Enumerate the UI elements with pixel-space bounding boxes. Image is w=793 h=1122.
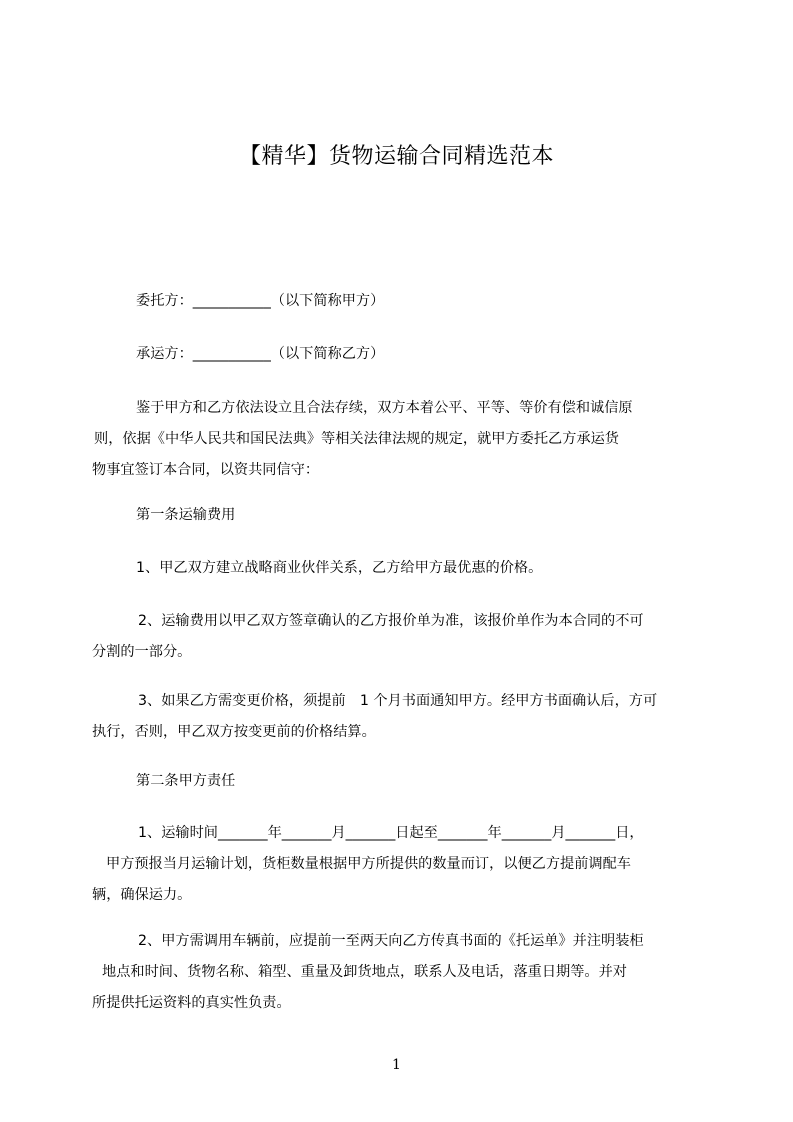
paragraph-line: 2、甲方需调用车辆前，应提前一至两天向乙方传真书面的《托运单》并注明装柜 <box>138 933 644 949</box>
paragraph-client <box>136 286 384 317</box>
paragraph-line: 1、甲乙双方建立战略商业伙伴关系，乙方给甲方最优惠的价格。 <box>136 560 543 576</box>
paragraph-line: 甲方预报当月运输计划，货柜数量根据甲方所提供的数量而订，以便乙方提前调配车 <box>106 856 631 872</box>
paragraph-fee-item-3 <box>92 686 657 748</box>
paragraph-fee-item-2 <box>92 606 644 668</box>
paragraph-line: 第一条运输费用 <box>136 507 236 523</box>
paragraph-line: 辆，确保运力。 <box>92 887 192 903</box>
paragraph-line: 分割的一部分。 <box>92 644 192 660</box>
paragraph-line: 2、运输费用以甲乙双方签章确认的乙方报价单为准，该报价单作为本合同的不可 <box>138 613 644 629</box>
section-heading-article-1 <box>136 500 235 531</box>
paragraph-line: 委托方：___________（以下简称甲方） <box>136 293 385 309</box>
page-number: 1 <box>392 1057 401 1073</box>
paragraph-line: 所提供托运资料的真实性负责。 <box>92 995 291 1011</box>
paragraph-line: 执行，否则，甲乙双方按变更前的价格结算。 <box>92 724 376 740</box>
paragraph-line: 物事宜签订本合同，以资共同信守： <box>92 462 320 478</box>
document-title: 【精华】货物运输合同精选范本 <box>238 144 554 169</box>
paragraph-duty-item-2 <box>92 926 644 1019</box>
paragraph-fee-item-1 <box>136 553 542 584</box>
paragraph-line: 第二条甲方责任 <box>136 773 236 789</box>
paragraph-line: 则，依据《中华人民共和国民法典》等相关法律法规的规定，就甲方委托乙方承运货 <box>94 431 619 447</box>
paragraph-line: 地点和时间、货物名称、箱型、重量及卸货地点，联系人及电话，落重日期等。并对 <box>102 964 627 980</box>
paragraph-line: 承运方：___________（以下简称乙方） <box>136 346 385 362</box>
paragraph-duty-item-1 <box>92 818 644 911</box>
section-heading-article-2 <box>136 766 235 797</box>
paragraph-line: 1、运输时间_______年_______月_______日起至_______年_______月_______日， <box>138 825 644 841</box>
paragraph-carrier <box>136 339 384 370</box>
paragraph-line: 3、如果乙方需变更价格，须提前 1 个月书面通知甲方。经甲方书面确认后，方可 <box>138 693 658 709</box>
paragraph-preamble <box>92 393 633 486</box>
paragraph-line: 鉴于甲方和乙方依法设立且合法存续，双方本着公平、平等、等价有偿和诚信原 <box>136 400 633 416</box>
